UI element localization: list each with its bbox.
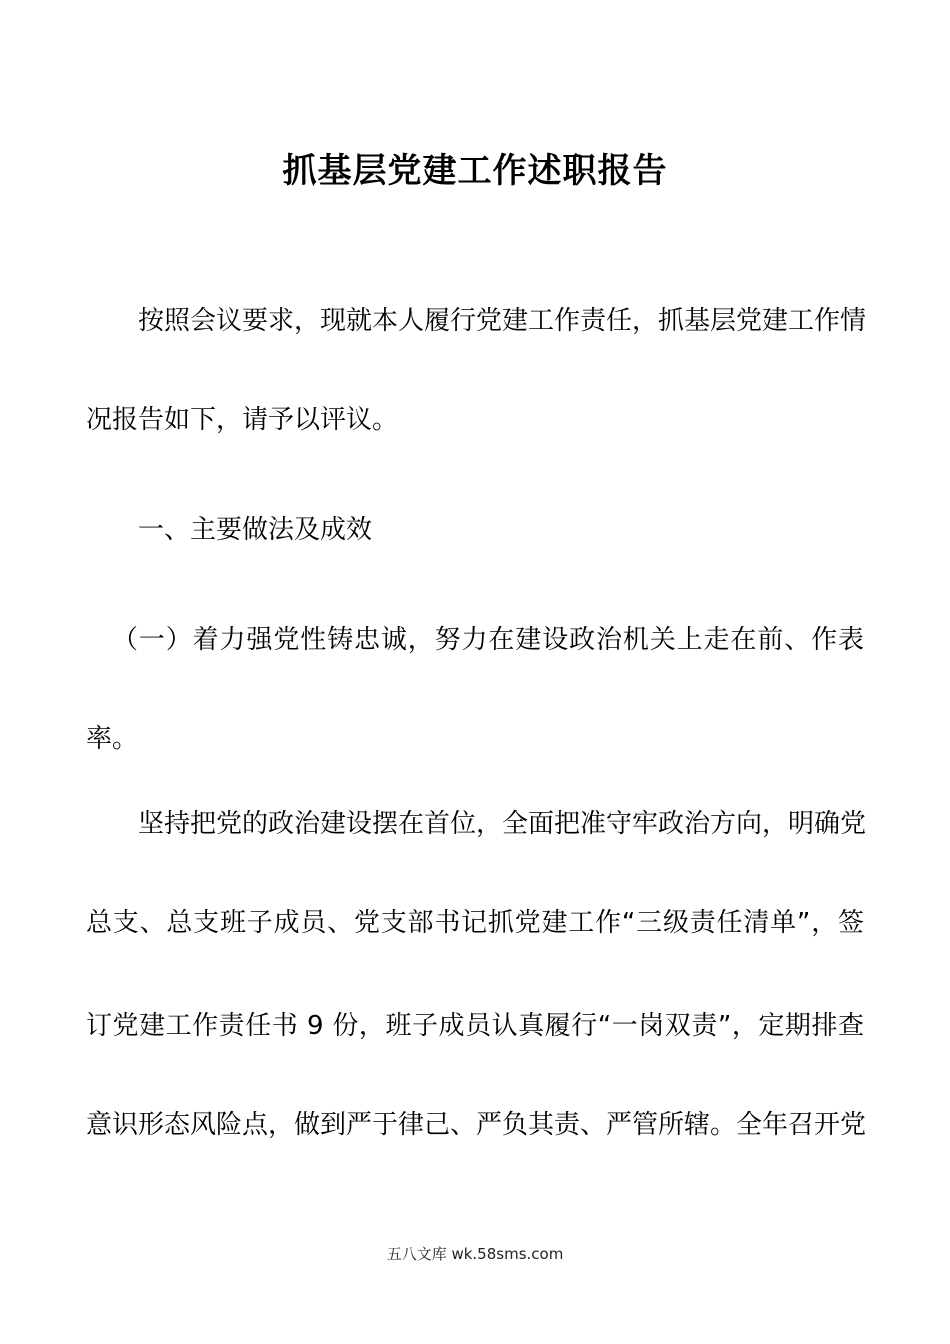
paragraph-line: 总支、总支班子成员、党支部书记抓党建工作“三级责任清单”，签: [86, 908, 864, 938]
paragraph-line: 意识形态风险点，做到严于律己、严负其责、严管所辖。全年召开党: [86, 1110, 867, 1140]
paragraph-line: 况报告如下，请予以评议。: [86, 405, 399, 435]
subsection-heading-continued: 率。: [86, 724, 139, 754]
paragraph-line: 按照会议要求，现就本人履行党建工作责任，抓基层党建工作情: [138, 306, 867, 336]
paragraph-line: 订党建工作责任书 9 份，班子成员认真履行“一岗双责”，定期排查: [86, 1011, 864, 1041]
subsection-heading: （一）着力强党性铸忠诚，努力在建设政治机关上走在前、作表: [112, 625, 864, 655]
footer-watermark: 五八文库 wk.58sms.com: [386, 1245, 564, 1263]
paragraph-line: 坚持把党的政治建设摆在首位，全面把准守牢政治方向，明确党: [138, 809, 867, 839]
section-heading: 一、主要做法及成效: [138, 515, 373, 545]
document-title: 抓基层党建工作述职报告: [282, 151, 668, 191]
